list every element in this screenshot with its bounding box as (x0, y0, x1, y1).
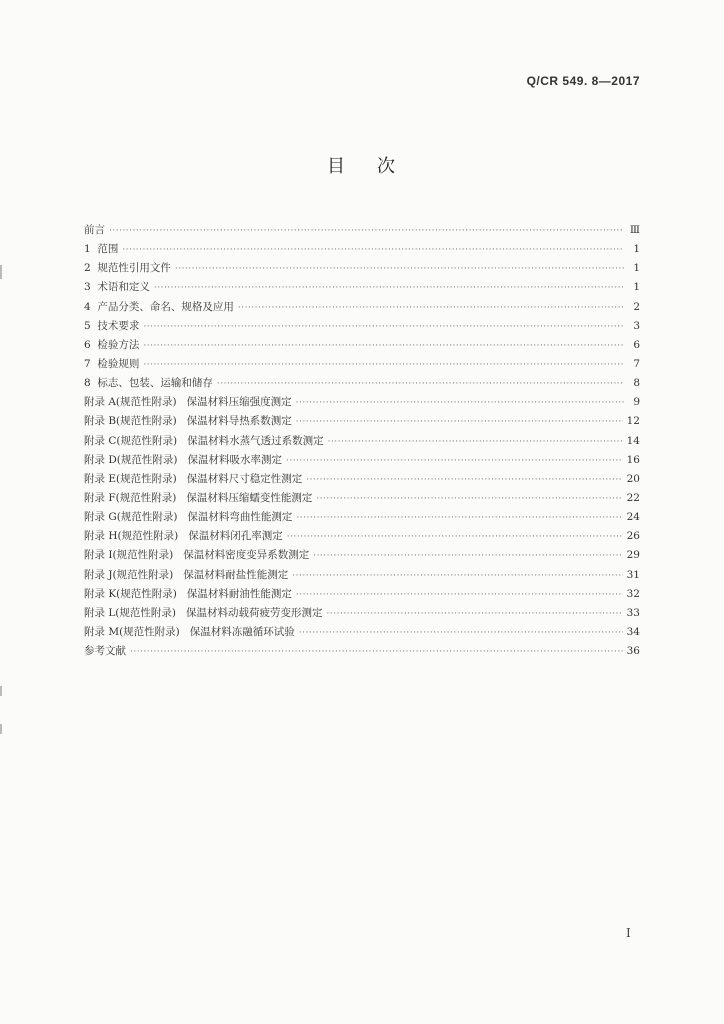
toc-entry-page: 14 (626, 434, 640, 447)
toc-entry-label: 7 检验规则 (84, 357, 140, 370)
toc-entry[interactable] (84, 394, 640, 413)
toc-title (0, 152, 724, 178)
toc-leader-dots (287, 532, 623, 542)
toc-leader-dots (292, 571, 622, 581)
toc-entry[interactable] (84, 528, 640, 547)
toc-entry[interactable] (84, 260, 640, 279)
toc-entry-page: 26 (626, 530, 640, 543)
toc-title-char: 次 (377, 156, 397, 177)
toc-entry[interactable] (84, 222, 640, 241)
toc-list (84, 222, 640, 662)
toc-entry[interactable] (84, 413, 640, 432)
toc-entry-page: 12 (626, 415, 640, 428)
toc-entry-page: 20 (626, 472, 640, 485)
toc-entry-label: 参考文献 (84, 645, 126, 658)
toc-entry-page: 7 (633, 357, 640, 370)
toc-entry[interactable] (84, 567, 640, 586)
toc-entry-label: 附录 K(规范性附录) 保温材料耐油性能测定 (84, 587, 292, 600)
toc-entry[interactable] (84, 643, 640, 662)
toc-entry[interactable] (84, 452, 640, 471)
toc-entry-page: Ⅲ (629, 224, 640, 236)
toc-entry-label: 附录 H(规范性附录) 保温材料闭孔率测定 (84, 530, 283, 543)
toc-leader-dots (143, 360, 624, 370)
page-number: I (626, 926, 631, 940)
toc-entry[interactable] (84, 356, 640, 375)
toc-entry-label: 附录 A(规范性附录) 保温材料压缩强度测定 (84, 396, 292, 409)
toc-leader-dots (143, 322, 624, 332)
scan-edge-mark (0, 686, 2, 696)
toc-entry-page: 9 (633, 396, 640, 409)
toc-leader-dots (299, 628, 623, 638)
toc-entry-page: 31 (626, 568, 640, 581)
toc-entry-label: 附录 L(规范性附录) 保温材料动载荷疲劳变形测定 (84, 606, 323, 619)
toc-leader-dots (296, 398, 624, 408)
toc-entry-label: 2 规范性引用文件 (84, 262, 171, 275)
toc-leader-dots (217, 379, 624, 389)
toc-leader-dots (122, 245, 624, 255)
toc-entry-label: 8 标志、包装、运输和储存 (84, 377, 213, 390)
toc-entry[interactable] (84, 605, 640, 624)
toc-leader-dots (306, 475, 622, 485)
toc-entry[interactable] (84, 547, 640, 566)
toc-entry-page: 8 (633, 377, 640, 390)
toc-entry-label: 附录 I(规范性附录) 保温材料密度变异系数测定 (84, 549, 310, 562)
toc-entry[interactable] (84, 490, 640, 509)
toc-entry-page: 29 (626, 549, 640, 562)
toc-leader-dots (143, 341, 624, 351)
toc-entry[interactable] (84, 337, 640, 356)
toc-entry-label: 5 技术要求 (84, 319, 140, 332)
toc-entry-label: 附录 B(规范性附录) 保温材料导热系数测定 (84, 415, 292, 428)
toc-entry-label: 附录 M(规范性附录) 保温材料冻融循环试验 (84, 625, 295, 638)
toc-leader-dots (296, 590, 623, 600)
toc-entry-page: 24 (626, 511, 640, 524)
toc-entry-page: 3 (633, 319, 640, 332)
toc-entry[interactable] (84, 318, 640, 337)
toc-leader-dots (296, 513, 622, 523)
toc-entry-label: 附录 G(规范性附录) 保温材料弯曲性能测定 (84, 511, 293, 524)
toc-entry[interactable] (84, 509, 640, 528)
toc-title-char: 目 (327, 156, 347, 177)
toc-entry[interactable] (84, 279, 640, 298)
scan-edge-mark (0, 265, 2, 279)
toc-leader-dots (154, 283, 624, 293)
toc-entry-page: 2 (633, 300, 640, 313)
toc-leader-dots (109, 226, 624, 236)
scan-edge-mark (0, 724, 2, 734)
toc-entry-page: 32 (626, 587, 640, 600)
toc-leader-dots (313, 551, 622, 561)
toc-entry-label: 前言 (84, 224, 105, 236)
toc-leader-dots (175, 264, 624, 274)
toc-entry-label: 6 检验方法 (84, 338, 140, 351)
toc-leader-dots (130, 647, 623, 657)
toc-entry[interactable] (84, 375, 640, 394)
toc-entry-page: 34 (626, 625, 640, 638)
toc-leader-dots (286, 456, 623, 466)
toc-entry[interactable] (84, 586, 640, 605)
toc-entry-label: 4 产品分类、命名、规格及应用 (84, 300, 234, 313)
toc-entry-label: 1 范围 (84, 243, 119, 256)
toc-entry-label: 附录 E(规范性附录) 保温材料尺寸稳定性测定 (84, 472, 303, 485)
toc-entry-label: 附录 C(规范性附录) 保温材料水蒸气透过系数测定 (84, 434, 324, 447)
toc-entry-page: 1 (633, 281, 640, 294)
toc-entry[interactable] (84, 471, 640, 490)
standard-code: Q/CR 549. 8—2017 (526, 74, 640, 88)
toc-entry-page: 33 (626, 606, 640, 619)
toc-entry[interactable] (84, 433, 640, 452)
toc-entry-label: 3 术语和定义 (84, 281, 150, 294)
toc-leader-dots (327, 609, 623, 619)
toc-entry-label: 附录 J(规范性附录) 保温材料耐盐性能测定 (84, 568, 289, 581)
toc-entry-page: 16 (626, 453, 640, 466)
toc-entry-page: 1 (633, 243, 640, 256)
toc-leader-dots (238, 303, 624, 313)
toc-entry-label: 附录 D(规范性附录) 保温材料吸水率测定 (84, 453, 282, 466)
toc-leader-dots (328, 437, 623, 447)
toc-entry-label: 附录 F(规范性附录) 保温材料压缩蠕变性能测定 (84, 491, 313, 504)
toc-entry-page: 1 (633, 262, 640, 275)
toc-entry[interactable] (84, 241, 640, 260)
toc-entry-page: 36 (626, 645, 640, 658)
toc-entry-page: 6 (633, 338, 640, 351)
toc-entry-page: 22 (626, 491, 640, 504)
toc-entry[interactable] (84, 299, 640, 318)
toc-entry[interactable] (84, 624, 640, 643)
toc-leader-dots (316, 494, 622, 504)
toc-leader-dots (296, 417, 623, 427)
